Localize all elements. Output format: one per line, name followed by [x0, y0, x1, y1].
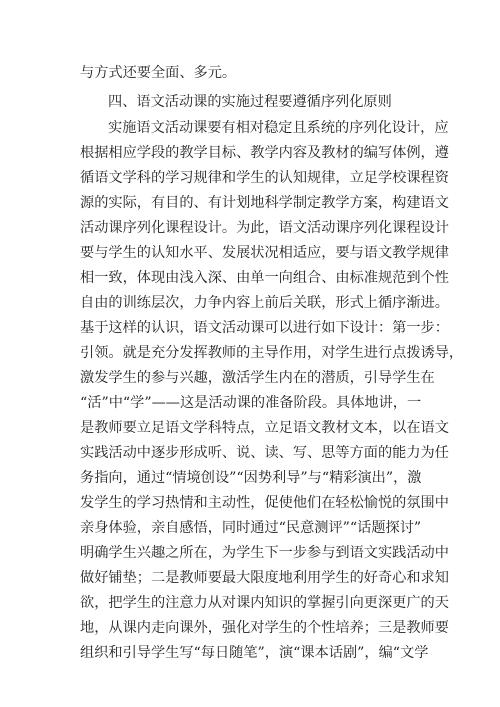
text-line: 与方式还要全面、多元。	[80, 65, 237, 81]
text-line: 亲身体验，亲自感悟，同时通过“民意测评”“话题探讨”	[80, 520, 422, 536]
text-line: 明确学生兴趣之所在，为学生下一步参与到语文实践活动中	[80, 545, 449, 561]
text-line: 欲，把学生的注意力从对课内知识的掌握引向更深更广的天	[80, 595, 449, 611]
text-line: 引领。就是充分发挥教师的主导作用，对学生进行点拨诱导，	[80, 345, 464, 361]
section-heading: 四、语文活动课的实施过程要遵循序列化原则	[108, 94, 392, 110]
text-line: 要与学生的认知水平、发展状况相适应，要与语文教学规律	[80, 245, 449, 261]
text-line: 自由的训练层次，力争内容上前后关联，形式上循序渐进。	[80, 295, 449, 311]
text-line: 组织和引导学生写“每日随笔”，演“课本话剧”，编“文学	[80, 645, 429, 661]
text-line: 地，从课内走向课外，强化对学生的个性培养；三是教师要	[80, 620, 449, 636]
text-line: 做好铺垫；二是教师要最大限度地利用学生的好奇心和求知	[80, 570, 449, 586]
text-line: 源的实际，有目的、有计划地科学制定教学方案，构建语文	[80, 195, 449, 211]
text-line: 实施语文活动课要有相对稳定且系统的序列化设计，应	[108, 120, 449, 136]
text-line: 实践活动中逐步形成听、说、读、写、思等方面的能力为任	[80, 445, 449, 461]
text-line: 激发学生的参与兴趣，激活学生内在的潜质，引导学生在	[80, 370, 435, 386]
text-line: 活动课序列化课程设计。为此，语文活动课序列化课程设计	[80, 220, 449, 236]
text-line: 务指向，通过“情境创设”“因势利导”与“精彩演出”，激	[80, 470, 422, 486]
text-line: 根据相应学段的教学目标、教学内容及教材的编写体例，遵	[80, 145, 449, 161]
text-line: 是教师要立足语文学科特点，立足语文教材文本，以在语文	[80, 420, 449, 436]
text-line: 基于这样的认识，语文活动课可以进行如下设计：第一步：	[80, 320, 449, 336]
text-line: 循语文学科的学习规律和学生的认知规律，立足学校课程资	[80, 170, 449, 186]
text-line: 发学生的学习热情和主动性，促使他们在轻松愉悦的氛围中	[80, 495, 449, 511]
text-line: “活”中“学”——这是活动课的准备阶段。具体地讲，一	[80, 395, 422, 411]
text-line: 相一致，体现由浅入深、由单一向组合、由标准规范到个性	[80, 270, 449, 286]
